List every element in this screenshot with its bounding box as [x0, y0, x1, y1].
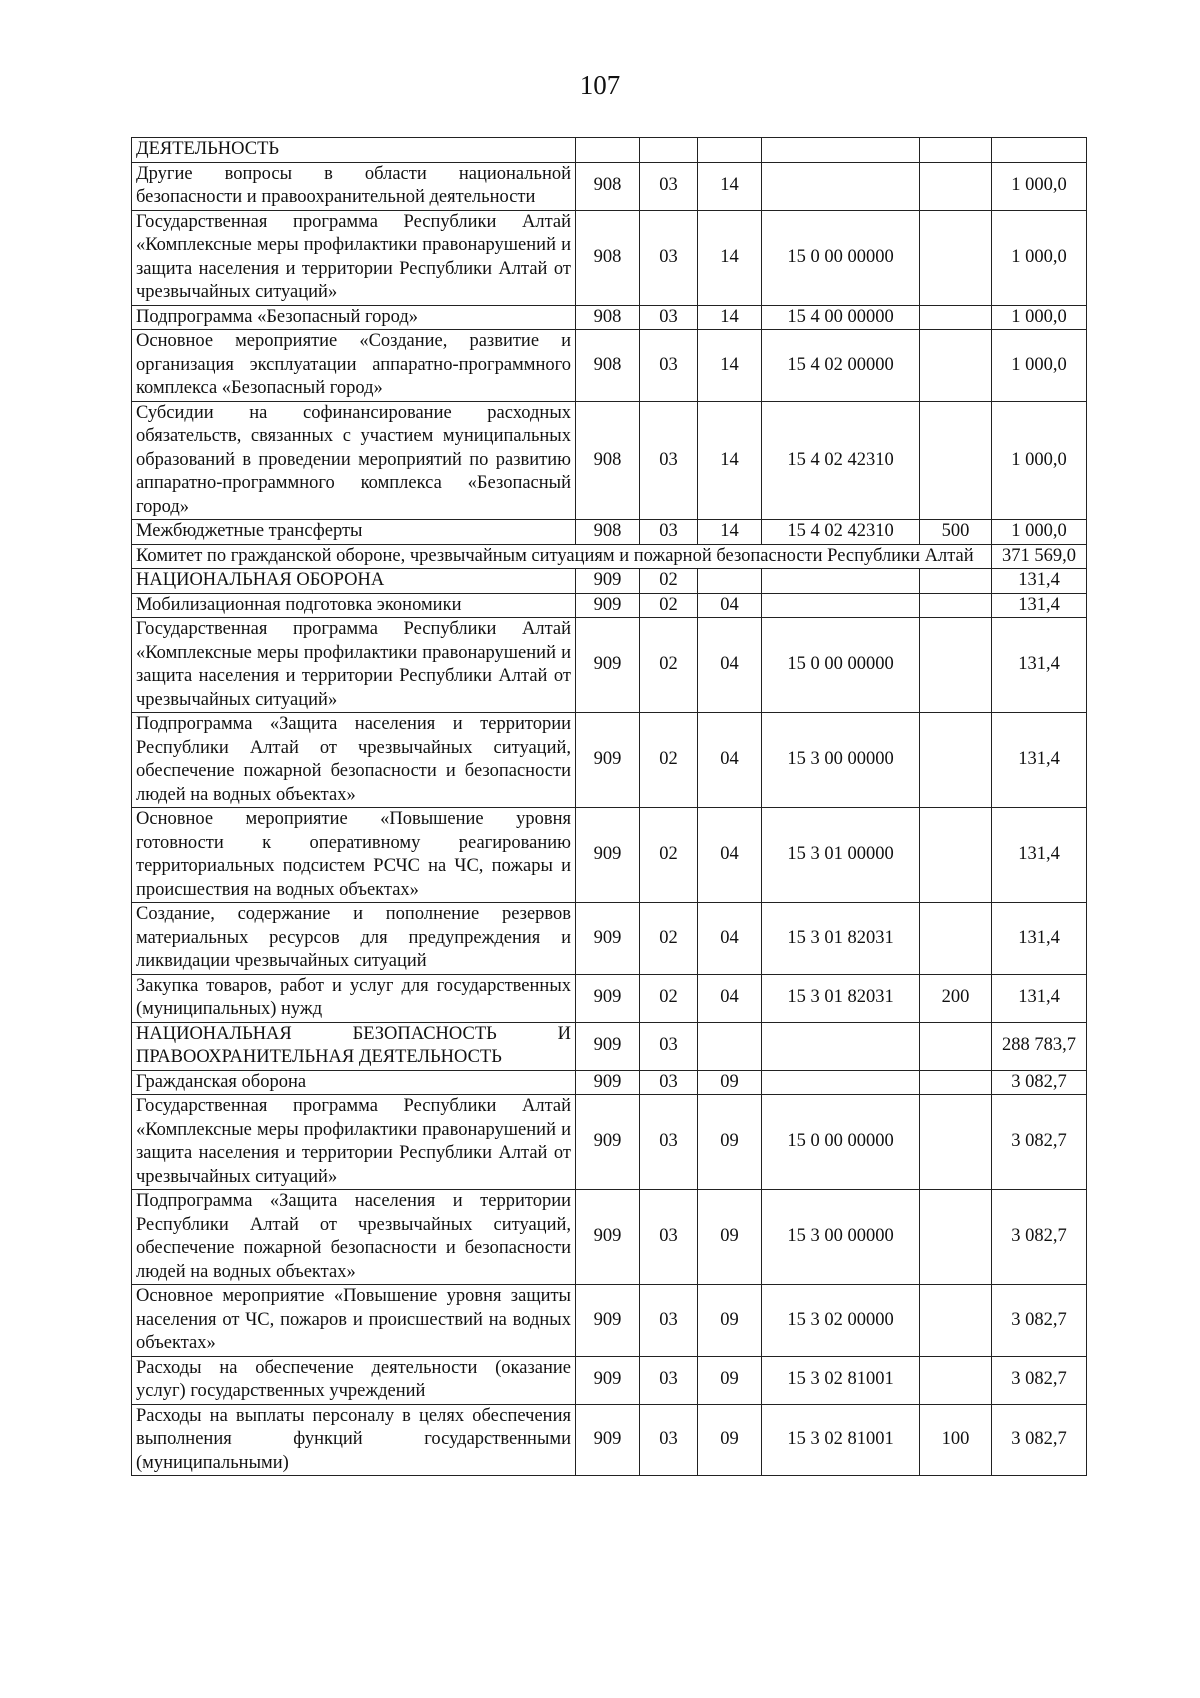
cell-pr: 09: [698, 1404, 762, 1476]
table-row: [132, 593, 1087, 618]
cell-name: Другие вопросы в области национальной безопасности и правоохранительной деятельности: [132, 162, 576, 210]
cell-pr: 14: [698, 520, 762, 545]
cell-pr: 09: [698, 1190, 762, 1285]
cell-pr: 14: [698, 330, 762, 402]
table-row: [132, 401, 1087, 520]
cell-vr: [920, 593, 992, 618]
cell-grbs: 908: [576, 330, 640, 402]
cell-csr: 15 3 01 82031: [762, 903, 920, 975]
cell-pr: 04: [698, 903, 762, 975]
cell-pr: 04: [698, 713, 762, 808]
cell-csr: 15 0 00 00000: [762, 1095, 920, 1190]
cell-sum: [992, 138, 1087, 163]
page-number: 107: [579, 70, 621, 100]
cell-csr: 15 4 00 00000: [762, 305, 920, 330]
cell-sum: 3 082,7: [992, 1095, 1087, 1190]
cell-pr: 09: [698, 1070, 762, 1095]
cell-grbs: 909: [576, 1356, 640, 1404]
cell-pr: 14: [698, 162, 762, 210]
cell-grbs: 908: [576, 401, 640, 520]
cell-pr: [698, 138, 762, 163]
cell-name: Подпрограмма «Безопасный город»: [132, 305, 576, 330]
cell-grbs: 909: [576, 618, 640, 713]
cell-name: ДЕЯТЕЛЬНОСТЬ: [132, 138, 576, 163]
cell-pr: 04: [698, 808, 762, 903]
cell-csr: [762, 162, 920, 210]
cell-vr: [920, 1095, 992, 1190]
cell-vr: [920, 401, 992, 520]
cell-vr: 200: [920, 974, 992, 1022]
cell-sum: 1 000,0: [992, 305, 1087, 330]
cell-csr: 15 3 00 00000: [762, 713, 920, 808]
cell-vr: [920, 305, 992, 330]
cell-grbs: 909: [576, 903, 640, 975]
cell-vr: [920, 1022, 992, 1070]
cell-name: Основное мероприятие «Создание, развитие и организация эксплуатации аппаратно-программного комплекса «Безопасный город»: [132, 330, 576, 402]
cell-name: Основное мероприятие «Повышение уровня готовности к оперативному реагированию территориальных подсистем РСЧС на ЧС, пожары и происшествия на водных объектах»: [132, 808, 576, 903]
cell-name: Мобилизационная подготовка экономики: [132, 593, 576, 618]
cell-sum: 131,4: [992, 618, 1087, 713]
table-row: [132, 330, 1087, 402]
cell-sum: 3 082,7: [992, 1070, 1087, 1095]
cell-grbs: 909: [576, 1022, 640, 1070]
cell-rz: 02: [640, 618, 698, 713]
cell-pr: 14: [698, 305, 762, 330]
cell-csr: 15 3 02 81001: [762, 1404, 920, 1476]
cell-vr: [920, 808, 992, 903]
cell-rz: 03: [640, 1022, 698, 1070]
cell-rz: 02: [640, 569, 698, 594]
cell-rz: 03: [640, 330, 698, 402]
cell-sum: 3 082,7: [992, 1404, 1087, 1476]
table-row: [132, 210, 1087, 305]
cell-csr: [762, 1022, 920, 1070]
cell-grbs: 908: [576, 162, 640, 210]
cell-rz: 03: [640, 401, 698, 520]
cell-sum: 131,4: [992, 713, 1087, 808]
cell-rz: 03: [640, 1285, 698, 1357]
cell-grbs: 909: [576, 1095, 640, 1190]
cell-sum: 288 783,7: [992, 1022, 1087, 1070]
cell-rz: 03: [640, 1404, 698, 1476]
cell-rz: 02: [640, 593, 698, 618]
cell-grbs: 909: [576, 974, 640, 1022]
cell-csr: 15 0 00 00000: [762, 210, 920, 305]
cell-name: Комитет по гражданской обороне, чрезвычайным ситуациям и пожарной безопасности Республики Алтай: [132, 544, 992, 569]
cell-csr: 15 3 01 82031: [762, 974, 920, 1022]
table-row: [132, 1190, 1087, 1285]
cell-pr: 09: [698, 1285, 762, 1357]
table-row: [132, 520, 1087, 545]
cell-sum: 3 082,7: [992, 1356, 1087, 1404]
cell-sum: 1 000,0: [992, 210, 1087, 305]
cell-vr: [920, 210, 992, 305]
cell-rz: 03: [640, 1356, 698, 1404]
cell-vr: [920, 1190, 992, 1285]
cell-pr: 09: [698, 1095, 762, 1190]
table-row: [132, 544, 1087, 569]
cell-rz: 03: [640, 210, 698, 305]
cell-name: Государственная программа Республики Алтай «Комплексные меры профилактики правонарушений и защита населения и территории Республики Алтай от чрезвычайных ситуаций»: [132, 618, 576, 713]
cell-grbs: 909: [576, 569, 640, 594]
cell-vr: [920, 162, 992, 210]
cell-sum: 131,4: [992, 974, 1087, 1022]
table-row: [132, 138, 1087, 163]
cell-name: Подпрограмма «Защита населения и территории Республики Алтай от чрезвычайных ситуаций, обеспечение пожарной безопасности и безопасности людей на водных объектах»: [132, 713, 576, 808]
cell-name: НАЦИОНАЛЬНАЯ ОБОРОНА: [132, 569, 576, 594]
cell-sum: 131,4: [992, 569, 1087, 594]
table-row: [132, 1356, 1087, 1404]
cell-grbs: 909: [576, 1070, 640, 1095]
cell-csr: 15 3 02 00000: [762, 1285, 920, 1357]
cell-pr: 04: [698, 618, 762, 713]
cell-rz: 02: [640, 808, 698, 903]
cell-csr: 15 0 00 00000: [762, 618, 920, 713]
cell-csr: [762, 593, 920, 618]
cell-vr: [920, 1356, 992, 1404]
cell-csr: 15 3 01 00000: [762, 808, 920, 903]
cell-name: Подпрограмма «Защита населения и территории Республики Алтай от чрезвычайных ситуаций, обеспечение пожарной безопасности и безопасности людей на водных объектах»: [132, 1190, 576, 1285]
cell-grbs: 909: [576, 713, 640, 808]
table-row: [132, 569, 1087, 594]
cell-grbs: 908: [576, 520, 640, 545]
cell-csr: 15 4 02 42310: [762, 401, 920, 520]
cell-name: Создание, содержание и пополнение резервов материальных ресурсов для предупреждения и ликвидации чрезвычайных ситуаций: [132, 903, 576, 975]
cell-vr: [920, 569, 992, 594]
cell-name: Гражданская оборона: [132, 1070, 576, 1095]
cell-name: Основное мероприятие «Повышение уровня защиты населения от ЧС, пожаров и происшествий на водных объектах»: [132, 1285, 576, 1357]
cell-rz: 03: [640, 162, 698, 210]
cell-pr: 09: [698, 1356, 762, 1404]
budget-table: [131, 137, 1087, 1476]
cell-csr: [762, 569, 920, 594]
cell-grbs: 909: [576, 808, 640, 903]
cell-pr: 04: [698, 593, 762, 618]
cell-vr: [920, 1070, 992, 1095]
cell-name: Расходы на выплаты персоналу в целях обеспечения выполнения функций государственными (муниципальными): [132, 1404, 576, 1476]
table-row: [132, 808, 1087, 903]
cell-grbs: 908: [576, 305, 640, 330]
table-row: [132, 1095, 1087, 1190]
table-row: [132, 903, 1087, 975]
cell-rz: 02: [640, 974, 698, 1022]
cell-sum: 1 000,0: [992, 330, 1087, 402]
cell-csr: 15 3 02 81001: [762, 1356, 920, 1404]
cell-vr: [920, 618, 992, 713]
cell-vr: [920, 713, 992, 808]
cell-name: Межбюджетные трансферты: [132, 520, 576, 545]
table-row: [132, 713, 1087, 808]
cell-name: Субсидии на софинансирование расходных обязательств, связанных с участием муниципальных образований в проведении мероприятий по развитию аппаратно-программного комплекса «Безопасный город»: [132, 401, 576, 520]
cell-sum: 1 000,0: [992, 401, 1087, 520]
cell-rz: 03: [640, 1095, 698, 1190]
cell-csr: 15 3 00 00000: [762, 1190, 920, 1285]
cell-name: Государственная программа Республики Алтай «Комплексные меры профилактики правонарушений и защита населения и территории Республики Алтай от чрезвычайных ситуаций»: [132, 210, 576, 305]
cell-vr: [920, 903, 992, 975]
cell-grbs: [576, 138, 640, 163]
cell-vr: 500: [920, 520, 992, 545]
table-row: [132, 1022, 1087, 1070]
table-row: [132, 1404, 1087, 1476]
cell-grbs: 909: [576, 1285, 640, 1357]
cell-name: Расходы на обеспечение деятельности (оказание услуг) государственных учреждений: [132, 1356, 576, 1404]
cell-rz: [640, 138, 698, 163]
table-row: [132, 305, 1087, 330]
cell-pr: 14: [698, 210, 762, 305]
cell-sum: 131,4: [992, 808, 1087, 903]
cell-sum: 1 000,0: [992, 520, 1087, 545]
cell-csr: [762, 138, 920, 163]
cell-rz: 02: [640, 713, 698, 808]
cell-vr: [920, 138, 992, 163]
cell-sum: 371 569,0: [992, 544, 1087, 569]
cell-csr: 15 4 02 00000: [762, 330, 920, 402]
cell-csr: 15 4 02 42310: [762, 520, 920, 545]
cell-sum: 3 082,7: [992, 1285, 1087, 1357]
cell-grbs: 909: [576, 1190, 640, 1285]
cell-sum: 3 082,7: [992, 1190, 1087, 1285]
cell-csr: [762, 1070, 920, 1095]
table-row: [132, 974, 1087, 1022]
cell-sum: 131,4: [992, 593, 1087, 618]
table-row: [132, 162, 1087, 210]
cell-pr: [698, 1022, 762, 1070]
cell-pr: 04: [698, 974, 762, 1022]
table-row: [132, 618, 1087, 713]
cell-grbs: 909: [576, 593, 640, 618]
cell-pr: [698, 569, 762, 594]
cell-rz: 03: [640, 1070, 698, 1095]
cell-rz: 03: [640, 305, 698, 330]
cell-rz: 02: [640, 903, 698, 975]
cell-pr: 14: [698, 401, 762, 520]
cell-name: Закупка товаров, работ и услуг для государственных (муниципальных) нужд: [132, 974, 576, 1022]
cell-rz: 03: [640, 1190, 698, 1285]
cell-sum: 131,4: [992, 903, 1087, 975]
cell-grbs: 908: [576, 210, 640, 305]
cell-vr: [920, 330, 992, 402]
cell-vr: [920, 1285, 992, 1357]
cell-rz: 03: [640, 520, 698, 545]
cell-vr: 100: [920, 1404, 992, 1476]
table-row: [132, 1285, 1087, 1357]
cell-sum: 1 000,0: [992, 162, 1087, 210]
cell-name: НАЦИОНАЛЬНАЯ БЕЗОПАСНОСТЬ И ПРАВООХРАНИТЕЛЬНАЯ ДЕЯТЕЛЬНОСТЬ: [132, 1022, 576, 1070]
cell-name: Государственная программа Республики Алтай «Комплексные меры профилактики правонарушений и защита населения и территории Республики Алтай от чрезвычайных ситуаций»: [132, 1095, 576, 1190]
cell-grbs: 909: [576, 1404, 640, 1476]
table-row: [132, 1070, 1087, 1095]
